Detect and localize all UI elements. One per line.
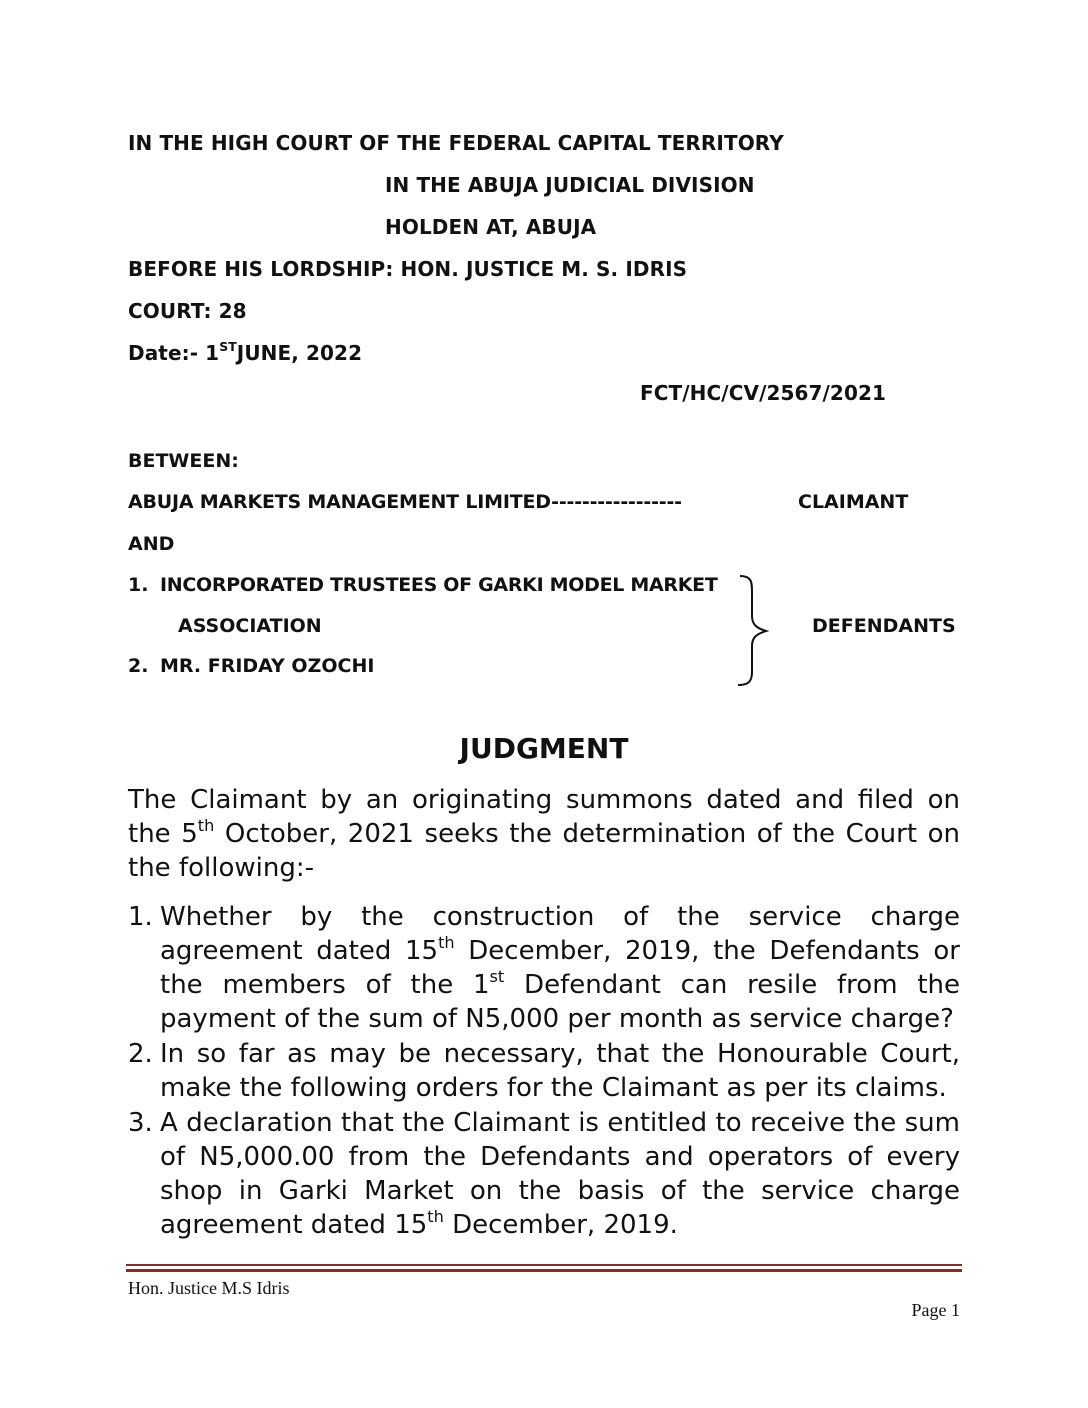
item-text: [160, 1106, 960, 1242]
judicial-division: IN THE ABUJA JUDICIAL DIVISION: [385, 173, 755, 197]
footer-rule-bottom: [126, 1269, 962, 1272]
defendant-1-number: 1.: [128, 574, 149, 596]
defendant-2-name: MR. FRIDAY OZOCHI: [160, 655, 375, 677]
item-superscript: th: [438, 932, 455, 952]
item-text: [160, 900, 960, 1036]
holden-at: HOLDEN AT, ABUJA: [385, 215, 597, 239]
date-suffix: JUNE, 2022: [236, 341, 363, 365]
judgment-title: JUDGMENT: [459, 732, 629, 765]
defendants-role: DEFENDANTS: [812, 615, 956, 637]
court-name: IN THE HIGH COURT OF THE FEDERAL CAPITAL TERRITORY: [128, 131, 784, 155]
footer-author: Hon. Justice M.S Idris: [128, 1278, 290, 1298]
intro-superscript: th: [197, 815, 215, 835]
item-text: In so far as may be necessary, that the Honourable Court, make the following orders for the Claimant as per its claims.: [160, 1039, 960, 1103]
intro-text-2: October, 2021 seeks the determination of the Court on the following:-: [128, 819, 961, 883]
claimant-name: ABUJA MARKETS MANAGEMENT LIMITED-----------------: [128, 491, 682, 513]
curly-brace-icon: [730, 572, 778, 690]
intro-text-1: The Claimant by an originating summons dated and filed on the 5: [128, 785, 960, 849]
list-item: [128, 1037, 960, 1105]
page-number: Page 1: [911, 1300, 960, 1320]
item-text-part: December, 2019, the Defendants or the members of the 1: [160, 936, 960, 1000]
footer-rule-top: [126, 1264, 962, 1266]
before-lordship: BEFORE HIS LORDSHIP: HON. JUSTICE M. S. IDRIS: [128, 257, 688, 281]
item-superscript: st: [489, 966, 505, 986]
court-number: COURT: 28: [128, 299, 247, 323]
claimant-role: CLAIMANT: [798, 491, 909, 513]
item-text-part: Defendant can resile from the payment of the sum of N5,000 per month as service charge?: [160, 970, 960, 1034]
defendant-1-name: INCORPORATED TRUSTEES OF GARKI MODEL MARKET: [160, 574, 718, 596]
item-text-part: A declaration that the Claimant is entitled to receive the sum of N5,000.00 from the Defendants and operators of every shop in Garki Market on the basis of the service charge agreement dated 15: [160, 1108, 960, 1240]
item-superscript: th: [427, 1206, 444, 1226]
date-superscript: ST: [219, 339, 237, 355]
judgment-date: [128, 341, 362, 365]
and-label: AND: [128, 533, 175, 555]
date-prefix: Date:- 1: [128, 341, 220, 365]
suit-number: FCT/HC/CV/2567/2021: [640, 381, 887, 405]
between-label: BETWEEN:: [128, 450, 239, 472]
item-number: 3.: [128, 1108, 153, 1138]
item-number: 1.: [128, 902, 153, 932]
item-text-part: Whether by the construction of the service charge agreement dated 15: [160, 902, 960, 966]
item-number: 2.: [128, 1039, 153, 1069]
list-item: [128, 1106, 960, 1242]
list-item: [128, 900, 960, 1036]
defendant-2-number: 2.: [128, 655, 149, 677]
intro-paragraph: [128, 783, 960, 885]
item-text-part: December, 2019.: [443, 1210, 678, 1240]
defendant-1-name-cont: ASSOCIATION: [178, 615, 322, 637]
